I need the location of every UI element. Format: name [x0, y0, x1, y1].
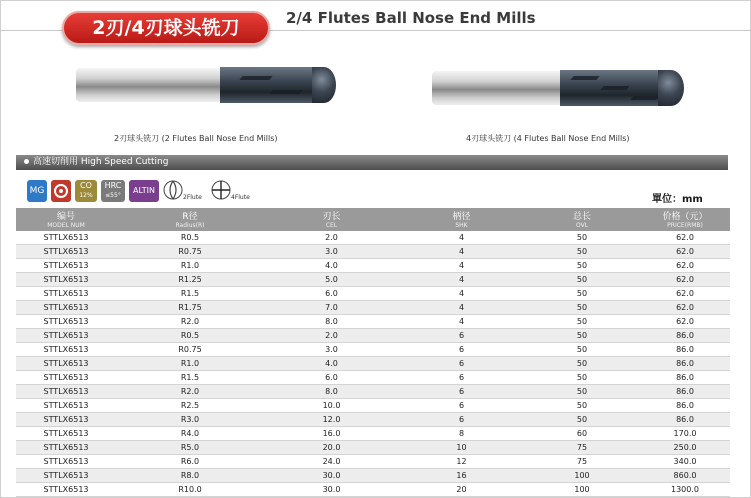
table-cell: 340.0 [640, 455, 730, 469]
table-cell: R2.0 [116, 385, 264, 399]
column-header [16, 208, 116, 231]
table-cell: 100 [524, 483, 640, 497]
hrc-badge [101, 180, 125, 202]
table-cell: R1.5 [116, 371, 264, 385]
table-cell: 8.0 [264, 315, 399, 329]
table-cell: 62.0 [640, 301, 730, 315]
table-cell: 16.0 [264, 427, 399, 441]
co-badge [75, 180, 97, 202]
table-cell: R5.0 [116, 441, 264, 455]
table-cell: 250.0 [640, 441, 730, 455]
table-cell: STTLX6513 [16, 357, 116, 371]
table-cell: R0.75 [116, 245, 264, 259]
hrc-value: ≤55° [105, 192, 121, 199]
table-cell: 6.0 [264, 371, 399, 385]
mg-label: MG [29, 186, 45, 196]
table-cell: 20 [399, 483, 524, 497]
column-header-cn: 编号 [56, 211, 75, 222]
table-cell: 50 [524, 371, 640, 385]
table-cell: 6 [399, 343, 524, 357]
table-cell: 62.0 [640, 273, 730, 287]
table-row [16, 413, 730, 427]
table-row [16, 469, 730, 483]
table-cell: R8.0 [116, 469, 264, 483]
table-cell: 62.0 [640, 315, 730, 329]
table-cell: STTLX6513 [16, 399, 116, 413]
table-cell: STTLX6513 [16, 343, 116, 357]
table-cell: STTLX6513 [16, 315, 116, 329]
table-cell: 3.0 [264, 343, 399, 357]
table-cell: 12 [399, 455, 524, 469]
table-cell: STTLX6513 [16, 231, 116, 245]
table-row [16, 315, 730, 329]
column-header-en: OVL [575, 221, 589, 229]
table-header-row [16, 208, 730, 231]
table-cell: 6 [399, 413, 524, 427]
table-cell: 6 [399, 399, 524, 413]
table-cell: R1.0 [116, 357, 264, 371]
table-cell: 86.0 [640, 385, 730, 399]
table-row [16, 441, 730, 455]
bullet-icon [24, 159, 29, 164]
table-cell: STTLX6513 [16, 441, 116, 455]
two-flute-label: 2Flute [183, 194, 202, 201]
table-row [16, 371, 730, 385]
table-row [16, 483, 730, 497]
table-cell: 50 [524, 259, 640, 273]
table-cell: 50 [524, 343, 640, 357]
mg-badge [27, 180, 47, 202]
column-header-en: MODEL NUM [47, 221, 85, 229]
table-cell: 4.0 [264, 357, 399, 371]
table-cell: R2.5 [116, 399, 264, 413]
table-cell: 50 [524, 245, 640, 259]
table-cell: 75 [524, 441, 640, 455]
table-row [16, 427, 730, 441]
four-flute-label: 4Flute [231, 194, 250, 201]
table-cell: 50 [524, 273, 640, 287]
table-row [16, 399, 730, 413]
column-header [264, 208, 399, 231]
table-cell: 50 [524, 385, 640, 399]
column-header [116, 208, 264, 231]
table-cell: 50 [524, 315, 640, 329]
table-cell: R1.5 [116, 287, 264, 301]
column-header-cn: R径 [182, 211, 198, 222]
section-bar [16, 155, 728, 170]
table-cell: 50 [524, 357, 640, 371]
table-cell: 7.0 [264, 301, 399, 315]
table-cell: 10.0 [264, 399, 399, 413]
table-cell: STTLX6513 [16, 273, 116, 287]
altin-label: ALTIN [132, 186, 156, 195]
table-cell: 6 [399, 371, 524, 385]
table-cell: 75 [524, 455, 640, 469]
column-header-en: PRICE(RMB) [667, 221, 703, 229]
table-row [16, 385, 730, 399]
table-cell: 50 [524, 329, 640, 343]
table-cell: 86.0 [640, 371, 730, 385]
table-row [16, 301, 730, 315]
unit-label: 單位：mm [652, 194, 703, 205]
table-cell: 4 [399, 245, 524, 259]
table-cell: 10 [399, 441, 524, 455]
table-cell: 12.0 [264, 413, 399, 427]
table-cell: 6.0 [264, 287, 399, 301]
two-flute-caption: 2刃球头铣刀 (2 Flutes Ball Nose End Mills) [114, 134, 278, 143]
table-cell: 24.0 [264, 455, 399, 469]
table-cell: 4 [399, 315, 524, 329]
table-row [16, 357, 730, 371]
column-header-en: CEL [325, 221, 338, 229]
table-cell: STTLX6513 [16, 427, 116, 441]
table-cell: R2.0 [116, 315, 264, 329]
table-cell: 2.0 [264, 231, 399, 245]
table-cell: R1.0 [116, 259, 264, 273]
table-cell: 50 [524, 301, 640, 315]
table-cell: 8 [399, 427, 524, 441]
section-bar-label: 高速切削用 High Speed Cutting [33, 157, 169, 167]
table-cell: 8.0 [264, 385, 399, 399]
table-cell: R0.75 [116, 343, 264, 357]
table-cell: 16 [399, 469, 524, 483]
table-cell: STTLX6513 [16, 245, 116, 259]
hrc-label: HRC [104, 181, 122, 190]
table-cell: 86.0 [640, 413, 730, 427]
table-cell: 4.0 [264, 259, 399, 273]
column-header-cn: 总长 [572, 211, 591, 222]
altin-badge [129, 180, 159, 202]
table-cell: STTLX6513 [16, 469, 116, 483]
two-flute-tool-image [76, 62, 338, 108]
table-cell: 1300.0 [640, 483, 730, 497]
table-cell: 6 [399, 329, 524, 343]
table-cell: 62.0 [640, 259, 730, 273]
table-cell: R0.5 [116, 231, 264, 245]
table-row [16, 455, 730, 469]
table-cell: 62.0 [640, 245, 730, 259]
table-cell: 20.0 [264, 441, 399, 455]
co-value: 12% [79, 192, 93, 199]
table-cell: 50 [524, 413, 640, 427]
four-flute-tool-image [432, 64, 690, 112]
table-cell: 4 [399, 259, 524, 273]
table-cell: 170.0 [640, 427, 730, 441]
column-header-cn: 刃长 [322, 211, 341, 222]
table-row [16, 245, 730, 259]
table-row [16, 343, 730, 357]
table-cell: STTLX6513 [16, 329, 116, 343]
table-cell: 4 [399, 301, 524, 315]
table-cell: 86.0 [640, 399, 730, 413]
column-header [399, 208, 524, 231]
table-cell: 4 [399, 273, 524, 287]
table-cell: 4 [399, 287, 524, 301]
table-cell: 100 [524, 469, 640, 483]
table-cell: 86.0 [640, 357, 730, 371]
table-row [16, 259, 730, 273]
co-label: CO [80, 181, 92, 190]
table-cell: STTLX6513 [16, 385, 116, 399]
column-header [640, 208, 730, 231]
table-cell: STTLX6513 [16, 287, 116, 301]
table-cell: 860.0 [640, 469, 730, 483]
table-cell: 30.0 [264, 483, 399, 497]
table-cell: 30.0 [264, 469, 399, 483]
table-cell: R3.0 [116, 413, 264, 427]
column-header [524, 208, 640, 231]
table-cell: 50 [524, 287, 640, 301]
spec-table [16, 208, 730, 497]
table-cell: R6.0 [116, 455, 264, 469]
column-header-cn: 价格（元） [662, 211, 708, 222]
table-cell: 3.0 [264, 245, 399, 259]
table-cell: 2.0 [264, 329, 399, 343]
table-cell: 5.0 [264, 273, 399, 287]
table-cell: 86.0 [640, 343, 730, 357]
table-cell: 6 [399, 357, 524, 371]
table-row [16, 273, 730, 287]
table-cell: 86.0 [640, 329, 730, 343]
table-cell: R1.25 [116, 273, 264, 287]
table-cell: 50 [524, 399, 640, 413]
table-cell: 50 [524, 231, 640, 245]
table-cell: R1.75 [116, 301, 264, 315]
table-row [16, 287, 730, 301]
page-title: 2/4 Flutes Ball Nose End Mills [286, 9, 536, 27]
table-cell: R0.5 [116, 329, 264, 343]
table-cell: STTLX6513 [16, 455, 116, 469]
table-cell: 60 [524, 427, 640, 441]
four-flute-caption: 4刃球头铣刀 (4 Flutes Ball Nose End Mills) [466, 134, 630, 143]
column-header-en: Radius(R) [175, 221, 205, 229]
table-cell: R4.0 [116, 427, 264, 441]
two-flute-icon [163, 178, 183, 206]
four-flute-icon [211, 178, 231, 206]
table-row [16, 231, 730, 245]
table-cell: 62.0 [640, 287, 730, 301]
table-cell: STTLX6513 [16, 371, 116, 385]
table-cell: STTLX6513 [16, 413, 116, 427]
column-header-cn: 柄径 [452, 211, 471, 222]
table-body [16, 231, 730, 497]
product-badge: 2刃/4刃球头铣刀 [62, 11, 270, 45]
table-cell: STTLX6513 [16, 483, 116, 497]
table-cell: R10.0 [116, 483, 264, 497]
table-cell: STTLX6513 [16, 259, 116, 273]
cutting-icon [51, 180, 71, 202]
table-cell: 62.0 [640, 231, 730, 245]
table-row [16, 329, 730, 343]
column-header-en: SHK [455, 221, 468, 229]
table-cell: STTLX6513 [16, 301, 116, 315]
table-cell: 6 [399, 385, 524, 399]
table-cell: 4 [399, 231, 524, 245]
